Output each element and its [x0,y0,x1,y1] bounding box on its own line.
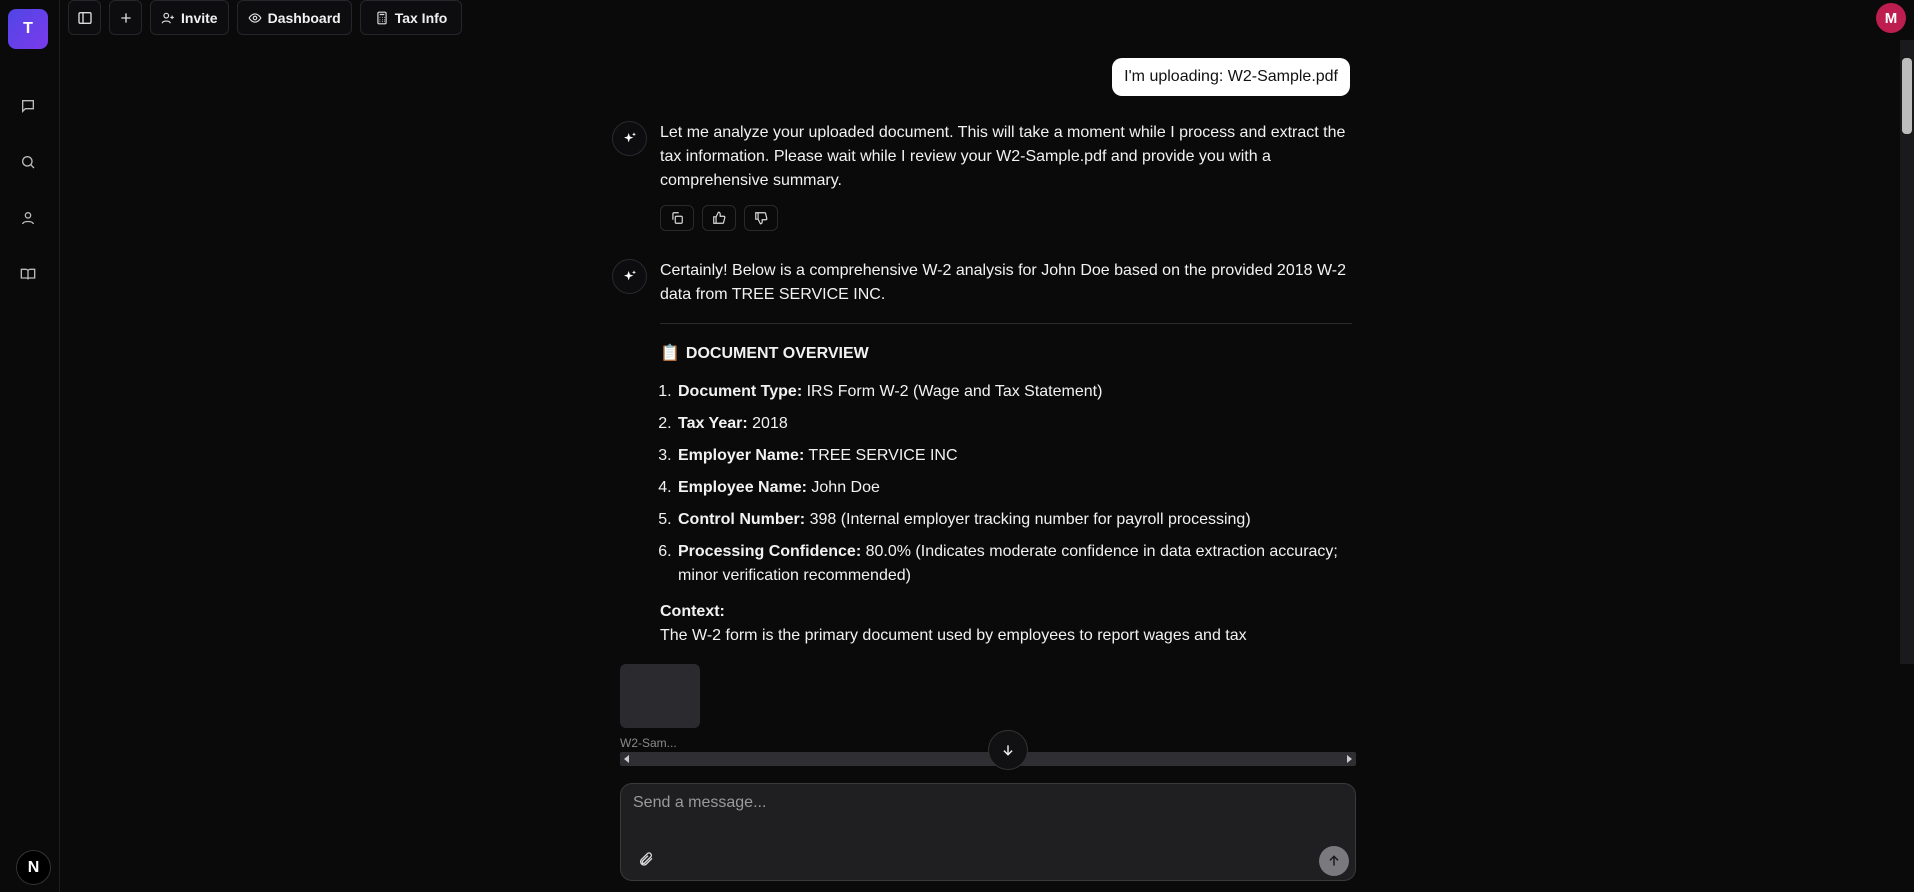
toggle-sidebar-button[interactable] [68,0,101,35]
sparkle-icon [612,121,647,156]
context-label: Context: [660,603,725,620]
scrollbar-thumb[interactable] [1902,58,1912,134]
arrow-down-icon [1001,743,1015,757]
list-item: 4. Employee Name: John Doe [676,476,1352,500]
chat-icon[interactable] [17,95,39,117]
app-logo[interactable]: T [8,9,48,49]
vertical-scrollbar[interactable] [1900,40,1914,664]
thumbs-down-button[interactable] [744,205,778,231]
user-message-bubble: I'm uploading: W2-Sample.pdf [1112,58,1350,96]
search-icon[interactable] [17,151,39,173]
list-item: 5. Control Number: 398 (Internal employer tracking number for payroll processing) [676,508,1352,532]
thumbs-up-icon [712,211,726,225]
send-button[interactable] [1319,846,1349,876]
context-text: The W-2 form is the primary document used by employees to report wages and tax [660,627,1247,644]
assistant-message-2 [612,259,1352,660]
list-item: 6. Processing Confidence: 80.0% (Indicates moderate confidence in data extraction accuracy; minor verification recommended) [676,540,1352,588]
assistant-intro-text: Certainly! Below is a comprehensive W-2 analysis for John Doe based on the provided 2018 W-2 data from TREE SERVICE INC. [660,262,1346,303]
assistant-message-text: Let me analyze your uploaded document. This will take a moment while I process and extract the tax information. Please wait while I review your W2-Sample.pdf and provide you with a comprehensive summary. [660,124,1346,189]
section-heading [660,342,1352,366]
list-item: 1. Document Type: IRS Form W-2 (Wage and Tax Statement) [676,380,1352,404]
assistant-message-body-1 [660,121,1352,231]
invite-label: Invite [181,9,218,26]
left-sidebar [0,0,60,892]
scroll-left-icon [623,755,631,763]
scroll-to-bottom-button[interactable] [988,730,1028,770]
calculator-icon [375,11,389,25]
scroll-right-icon [1345,755,1353,763]
sparkle-icon [612,259,647,294]
tax-info-button[interactable] [360,0,463,35]
next-logo-button[interactable]: N [16,850,51,885]
list-item: 2. Tax Year: 2018 [676,412,1352,436]
plus-icon [118,10,134,26]
message-composer [620,783,1356,881]
attach-button[interactable] [635,848,657,870]
book-icon[interactable] [17,263,39,285]
thumbs-up-button[interactable] [702,205,736,231]
tax-info-label: Tax Info [394,9,448,26]
section-title: DOCUMENT OVERVIEW [685,345,869,362]
list-item: 3. Employer Name: TREE SERVICE INC [676,444,1352,468]
assistant-message-body-2 [660,259,1352,648]
message-actions [660,205,1352,231]
thumbs-down-icon [754,211,768,225]
chat-messages[interactable] [600,48,1360,660]
dashboard-label: Dashboard [267,9,341,26]
user-avatar[interactable]: M [1876,3,1906,33]
arrow-up-icon [1327,854,1341,868]
dashboard-button[interactable] [237,0,352,35]
attachment-thumbnail[interactable] [620,664,700,728]
invite-button[interactable] [150,0,229,35]
new-chat-button[interactable] [109,0,142,35]
top-toolbar [68,0,462,35]
user-plus-icon [161,11,175,25]
assistant-message-1 [612,121,1352,251]
user-icon[interactable] [17,207,39,229]
eye-icon [248,11,262,25]
message-input[interactable] [633,794,1333,834]
overview-list [660,380,1352,588]
clipboard-emoji-icon: 📋 [660,345,680,362]
copy-icon [670,211,684,225]
paperclip-icon [638,851,654,867]
divider [660,323,1352,324]
copy-button[interactable] [660,205,694,231]
sidebar-toggle-icon [77,10,93,26]
attachment-label: W2-Sam... [620,736,677,750]
